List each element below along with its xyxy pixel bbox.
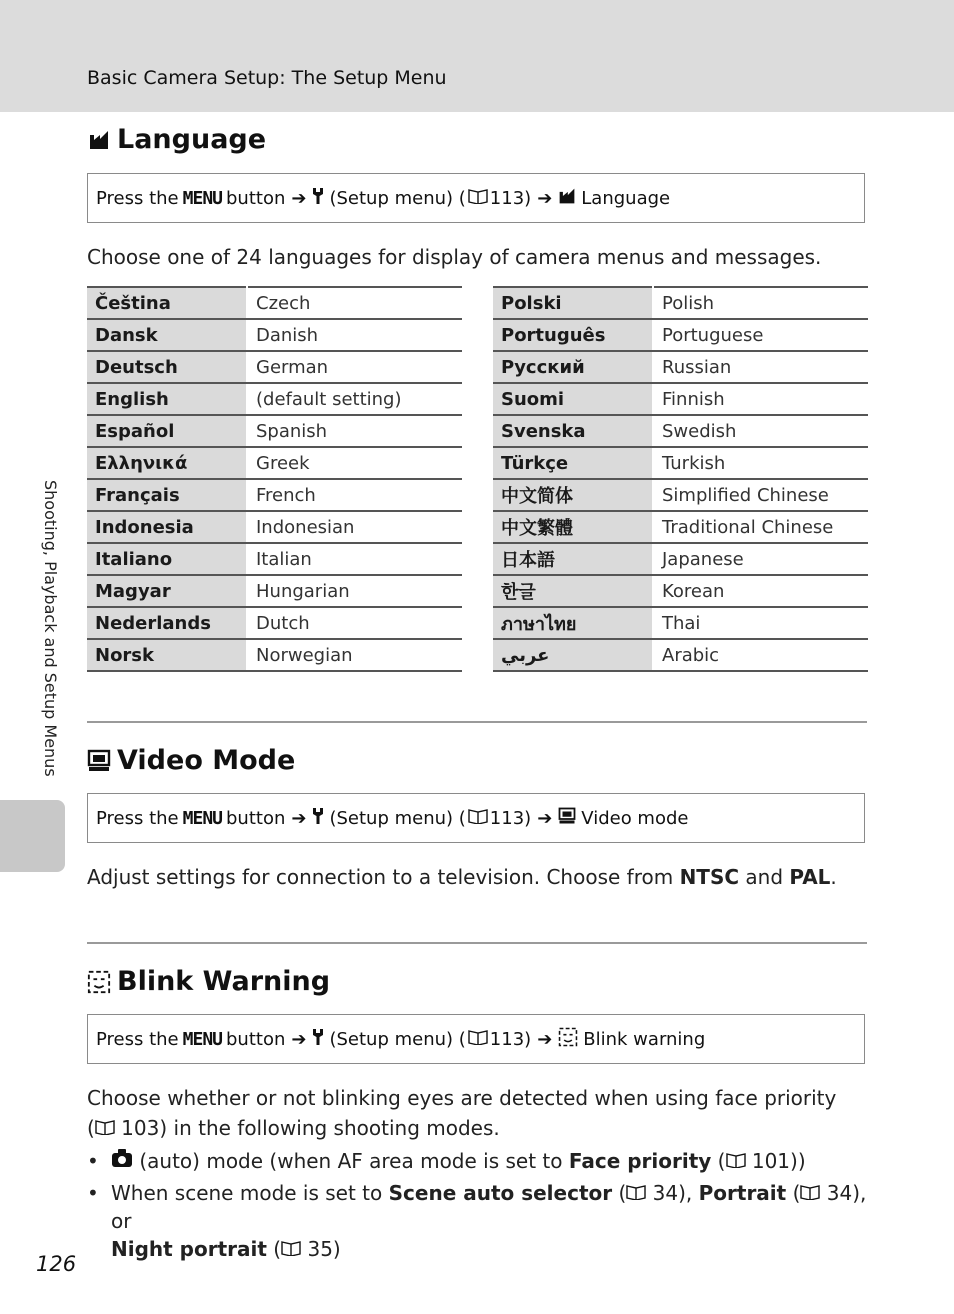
- table-row: [493, 383, 868, 415]
- side-section-label: Shooting, Playback and Setup Menus: [41, 480, 60, 777]
- table-row: [87, 383, 462, 415]
- language-english-name: Korean: [653, 575, 868, 607]
- path-press: Press the: [96, 1028, 179, 1050]
- bullet2-text: When scene mode is set to: [111, 1181, 389, 1205]
- path-setup-ref: 113): [489, 1028, 532, 1050]
- blink-warning-small-icon: [558, 1027, 578, 1052]
- video-mode-icon: [87, 749, 111, 773]
- table-row: [493, 351, 868, 383]
- language-description: Choose one of 24 languages for display of camera menus and messages.: [87, 245, 822, 269]
- path-target: Blink warning: [583, 1028, 706, 1050]
- book-ref-icon: [95, 1116, 115, 1140]
- table-row: [493, 319, 868, 351]
- table-row: [87, 639, 462, 671]
- video-mode-small-icon: [558, 807, 576, 830]
- language-title: Language: [117, 124, 267, 155]
- list-item: • When scene mode is set to Scene auto selector ( 34), Portrait ( 34), or Night portrait ( 35): [87, 1181, 867, 1261]
- language-native-name: Magyar: [87, 575, 247, 607]
- language-native-name: Русский: [493, 351, 653, 383]
- blink-warning-title: Blink Warning: [117, 966, 331, 997]
- portrait-term: Portrait: [698, 1181, 787, 1205]
- arrow-icon: ➔: [537, 1028, 553, 1050]
- language-english-name: (default setting): [247, 383, 462, 415]
- table-row: [493, 287, 868, 319]
- language-native-name: Polski: [493, 287, 653, 319]
- blink-desc-line2: 103) in the following shooting modes.: [121, 1116, 500, 1140]
- table-row: [493, 415, 868, 447]
- list-item: • (auto) mode (when AF area mode is set to Face priority ( 101)): [87, 1149, 806, 1173]
- language-native-name: Čeština: [87, 287, 247, 319]
- language-native-name: Italiano: [87, 543, 247, 575]
- table-row: [87, 479, 462, 511]
- bullet2-ref1: 34),: [652, 1181, 699, 1205]
- table-row: [87, 415, 462, 447]
- scene-auto-selector-term: Scene auto selector: [388, 1181, 613, 1205]
- language-english-name: Arabic: [653, 639, 868, 671]
- night-portrait-term: Night portrait: [111, 1237, 267, 1261]
- language-english-name: Thai: [653, 607, 868, 639]
- table-row: [493, 607, 868, 639]
- language-english-name: Danish: [247, 319, 462, 351]
- arrow-icon: ➔: [291, 807, 307, 829]
- language-english-name: Indonesian: [247, 511, 462, 543]
- path-target: Language: [581, 187, 671, 209]
- video-desc-text: Adjust settings for connection to a television. Choose from: [87, 865, 680, 889]
- book-ref-icon: [800, 1181, 820, 1205]
- blink-desc-line1: Choose whether or not blinking eyes are detected when using face priority: [87, 1086, 837, 1110]
- table-row: [87, 447, 462, 479]
- path-setup-ref: 113): [489, 187, 532, 209]
- path-setup-ref: 113): [489, 807, 532, 829]
- arrow-icon: ➔: [537, 187, 553, 209]
- table-row: [87, 543, 462, 575]
- menu-button-label: MENU: [182, 187, 222, 209]
- page-number: 126: [36, 1252, 77, 1276]
- language-english-name: Dutch: [247, 607, 462, 639]
- language-english-name: Swedish: [653, 415, 868, 447]
- blink-warning-heading: [87, 966, 330, 997]
- book-ref-icon: [726, 1149, 746, 1173]
- language-native-name: Ελληνικά: [87, 447, 247, 479]
- language-english-name: Norwegian: [247, 639, 462, 671]
- table-row: [87, 607, 462, 639]
- table-row: [493, 575, 868, 607]
- path-setup-menu: (Setup menu) (: [329, 807, 466, 829]
- table-row: [87, 351, 462, 383]
- language-native-name: English: [87, 383, 247, 415]
- path-button: button: [226, 807, 286, 829]
- language-native-name: Norsk: [87, 639, 247, 671]
- path-setup-menu: (Setup menu) (: [329, 187, 466, 209]
- book-ref-icon: [626, 1181, 646, 1205]
- path-press: Press the: [96, 807, 179, 829]
- table-row: [493, 479, 868, 511]
- face-priority-term: Face priority: [568, 1149, 712, 1173]
- language-english-name: Greek: [247, 447, 462, 479]
- pal-option: PAL: [789, 865, 831, 889]
- table-row: [493, 543, 868, 575]
- bullet2-ref2: 34), or: [111, 1181, 867, 1233]
- book-ref-icon: [468, 188, 488, 209]
- language-native-name: ภาษาไทย: [493, 607, 653, 639]
- video-mode-title: Video Mode: [117, 745, 296, 776]
- table-row: [87, 575, 462, 607]
- language-english-name: Traditional Chinese: [653, 511, 868, 543]
- language-english-name: Czech: [247, 287, 462, 319]
- table-row: [87, 287, 462, 319]
- language-native-name: 中文简体: [493, 479, 653, 511]
- path-setup-menu: (Setup menu) (: [329, 1028, 466, 1050]
- book-ref-icon: [468, 1029, 488, 1050]
- bullet-dot: •: [87, 1149, 99, 1173]
- language-native-name: Español: [87, 415, 247, 447]
- table-row: [87, 511, 462, 543]
- book-ref-icon: [281, 1237, 301, 1261]
- language-native-name: 中文繁體: [493, 511, 653, 543]
- video-desc-period: .: [830, 865, 837, 889]
- language-icon: [87, 128, 111, 152]
- bullet-dot: •: [87, 1181, 99, 1205]
- blink-mode-list: [87, 1147, 877, 1267]
- section-divider: [87, 942, 867, 944]
- path-button: button: [226, 1028, 286, 1050]
- setup-wrench-icon: [312, 807, 324, 830]
- language-english-name: German: [247, 351, 462, 383]
- path-target: Video mode: [581, 807, 689, 829]
- language-native-name: Nederlands: [87, 607, 247, 639]
- side-tab: [0, 800, 65, 872]
- menu-button-label: MENU: [182, 807, 222, 829]
- video-mode-heading: [87, 745, 295, 776]
- arrow-icon: ➔: [291, 187, 307, 209]
- setup-wrench-icon: [312, 187, 324, 210]
- language-native-name: عربي: [493, 639, 653, 671]
- language-english-name: Portuguese: [653, 319, 868, 351]
- language-native-name: Svenska: [493, 415, 653, 447]
- table-row: [87, 319, 462, 351]
- video-mode-menu-path: [87, 793, 865, 843]
- path-press: Press the: [96, 187, 179, 209]
- language-native-name: Indonesia: [87, 511, 247, 543]
- language-english-name: Finnish: [653, 383, 868, 415]
- bullet1-ref: 101)): [751, 1149, 806, 1173]
- blink-desc-line2-wrap: ( 103) in the following shooting modes.: [87, 1116, 500, 1140]
- language-small-icon: [558, 187, 576, 210]
- language-menu-path: [87, 173, 865, 223]
- language-native-name: 日本語: [493, 543, 653, 575]
- language-table-left: [87, 286, 462, 672]
- language-native-name: Türkçe: [493, 447, 653, 479]
- page-header: [0, 0, 954, 112]
- table-row: [493, 447, 868, 479]
- language-native-name: 한글: [493, 575, 653, 607]
- header-title: Basic Camera Setup: The Setup Menu: [87, 67, 447, 89]
- ntsc-option: NTSC: [679, 865, 740, 889]
- language-table-right: [493, 286, 868, 672]
- table-row: [493, 511, 868, 543]
- language-english-name: Simplified Chinese: [653, 479, 868, 511]
- language-native-name: Dansk: [87, 319, 247, 351]
- language-english-name: Italian: [247, 543, 462, 575]
- language-english-name: Hungarian: [247, 575, 462, 607]
- bullet1-text: (auto) mode (when AF area mode is set to: [139, 1149, 569, 1173]
- language-native-name: Suomi: [493, 383, 653, 415]
- bullet2-ref3: 35): [307, 1237, 341, 1261]
- arrow-icon: ➔: [291, 1028, 307, 1050]
- setup-wrench-icon: [312, 1028, 324, 1051]
- book-ref-icon: [468, 808, 488, 829]
- language-english-name: Polish: [653, 287, 868, 319]
- language-english-name: Turkish: [653, 447, 868, 479]
- blink-warning-menu-path: [87, 1014, 865, 1064]
- video-desc-and: and: [739, 865, 790, 889]
- language-native-name: Deutsch: [87, 351, 247, 383]
- video-mode-description: [87, 862, 837, 892]
- language-native-name: Français: [87, 479, 247, 511]
- path-button: button: [226, 187, 286, 209]
- language-native-name: Português: [493, 319, 653, 351]
- language-english-name: Russian: [653, 351, 868, 383]
- menu-button-label: MENU: [182, 1028, 222, 1050]
- language-heading: [87, 124, 266, 155]
- arrow-icon: ➔: [537, 807, 553, 829]
- blink-warning-description: [87, 1083, 836, 1143]
- language-english-name: Japanese: [653, 543, 868, 575]
- blink-warning-icon: [87, 970, 111, 994]
- language-english-name: French: [247, 479, 462, 511]
- language-english-name: Spanish: [247, 415, 462, 447]
- section-divider: [87, 721, 867, 723]
- auto-mode-camera-icon: [111, 1149, 139, 1173]
- table-row: [493, 639, 868, 671]
